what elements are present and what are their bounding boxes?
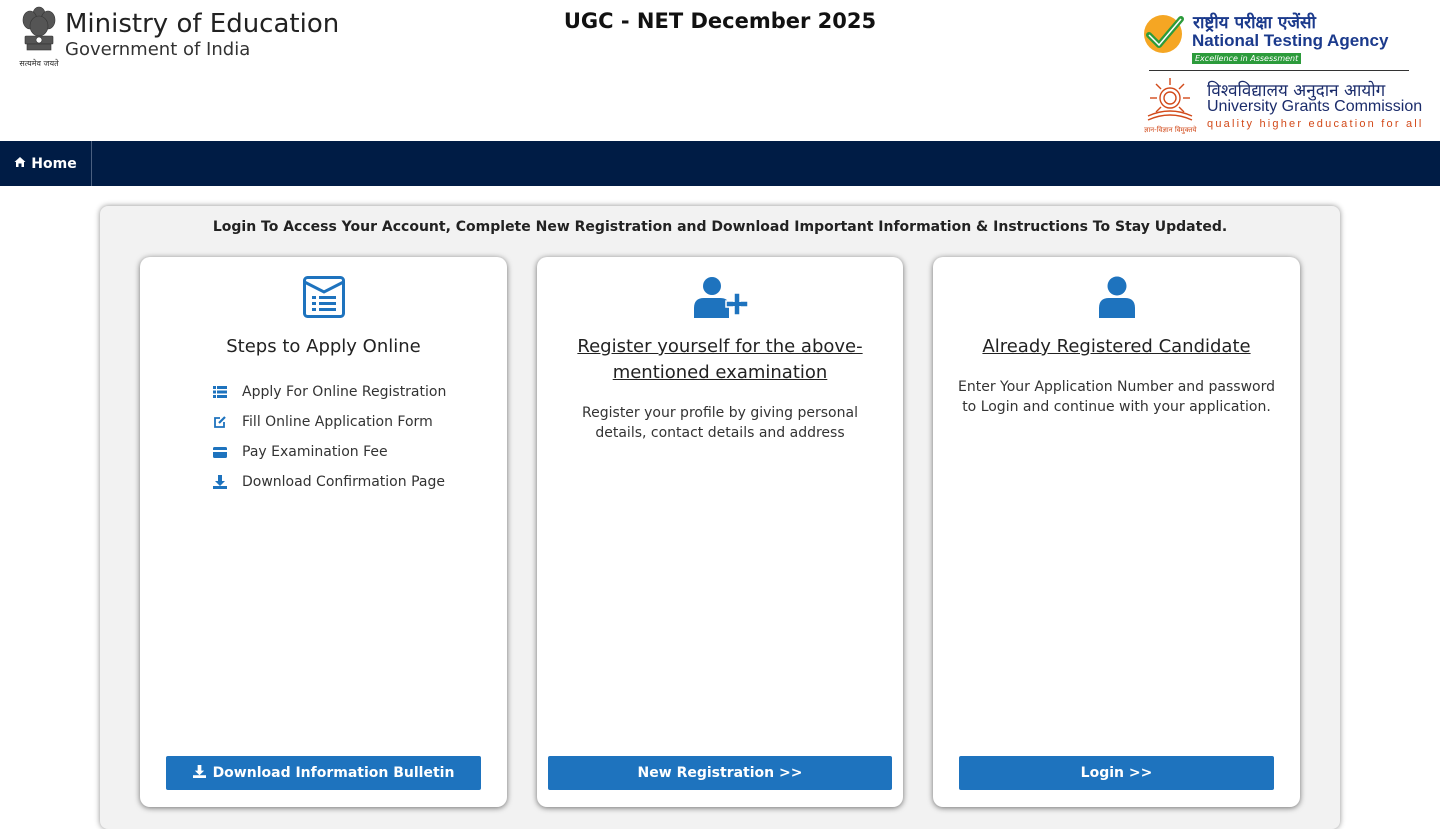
login-label: Login >> (1080, 765, 1153, 781)
ugc-english-name: University Grants Commission (1207, 98, 1423, 115)
list-item (212, 407, 446, 437)
emblem-motto: सत्यमेव जयते (19, 59, 59, 68)
nta-tagline: Excellence in Assessment (1192, 53, 1301, 64)
intro-text: Login To Access Your Account, Complete New Registration and Download Important Information & Instructions To Stay Updated. (212, 219, 1228, 235)
nta-logo (1141, 10, 1411, 66)
user-plus-icon (537, 276, 903, 318)
login-card (933, 257, 1300, 807)
step-label: Download Confirmation Page (242, 474, 445, 490)
logo-divider (1149, 70, 1409, 71)
nta-check-icon (1143, 13, 1185, 55)
login-button[interactable] (959, 756, 1274, 790)
register-link[interactable]: Register yourself for the above-mentioned examination (577, 336, 863, 383)
list-item (212, 377, 446, 407)
register-description: Register your profile by giving personal details, contact details and address (582, 405, 858, 441)
ugc-motto: ज्ञान-विज्ञान विमुक्तये (1144, 126, 1197, 134)
login-description: Enter Your Application Number and password to Login and continue with your application. (958, 379, 1275, 415)
download-bulletin-label: Download Information Bulletin (212, 765, 455, 781)
new-registration-button[interactable] (548, 756, 892, 790)
site-header (0, 0, 1440, 141)
edit-icon (212, 414, 228, 430)
top-navbar (0, 141, 1440, 186)
steps-list (212, 377, 446, 497)
page-title: UGC - NET December 2025 (563, 9, 877, 33)
new-registration-label: New Registration >> (637, 765, 803, 781)
download-icon (212, 474, 228, 490)
step-label: Fill Online Application Form (242, 414, 433, 430)
list-item (212, 437, 446, 467)
steps-card-title: Steps to Apply Online (226, 336, 421, 357)
download-icon (193, 765, 206, 782)
ugc-hindi-name: विश्वविद्यालय अनुदान आयोग (1207, 81, 1386, 101)
ugc-sun-icon (1140, 76, 1200, 126)
credit-card-icon (212, 444, 228, 460)
list-item (212, 467, 446, 497)
registration-card (537, 257, 903, 807)
list-icon (212, 384, 228, 400)
ugc-logo (1140, 76, 1430, 138)
ministry-subtitle: Government of India (65, 39, 251, 60)
nav-home-link[interactable] (0, 141, 92, 186)
nta-english-name: National Testing Agency (1192, 31, 1389, 50)
nav-home-label: Home (31, 155, 77, 172)
form-list-icon (140, 276, 507, 318)
user-icon (933, 276, 1300, 318)
main-panel (100, 206, 1340, 829)
step-label: Pay Examination Fee (242, 444, 388, 460)
ugc-tagline: quality higher education for all (1207, 118, 1424, 130)
ministry-title: Ministry of Education (65, 9, 340, 39)
step-label: Apply For Online Registration (242, 384, 447, 400)
nta-hindi-name: राष्ट्रीय परीक्षा एजेंसी (1193, 13, 1316, 33)
steps-card (140, 257, 507, 807)
home-icon (14, 156, 26, 172)
already-registered-link[interactable]: Already Registered Candidate (982, 336, 1251, 357)
download-bulletin-button[interactable] (166, 756, 481, 790)
